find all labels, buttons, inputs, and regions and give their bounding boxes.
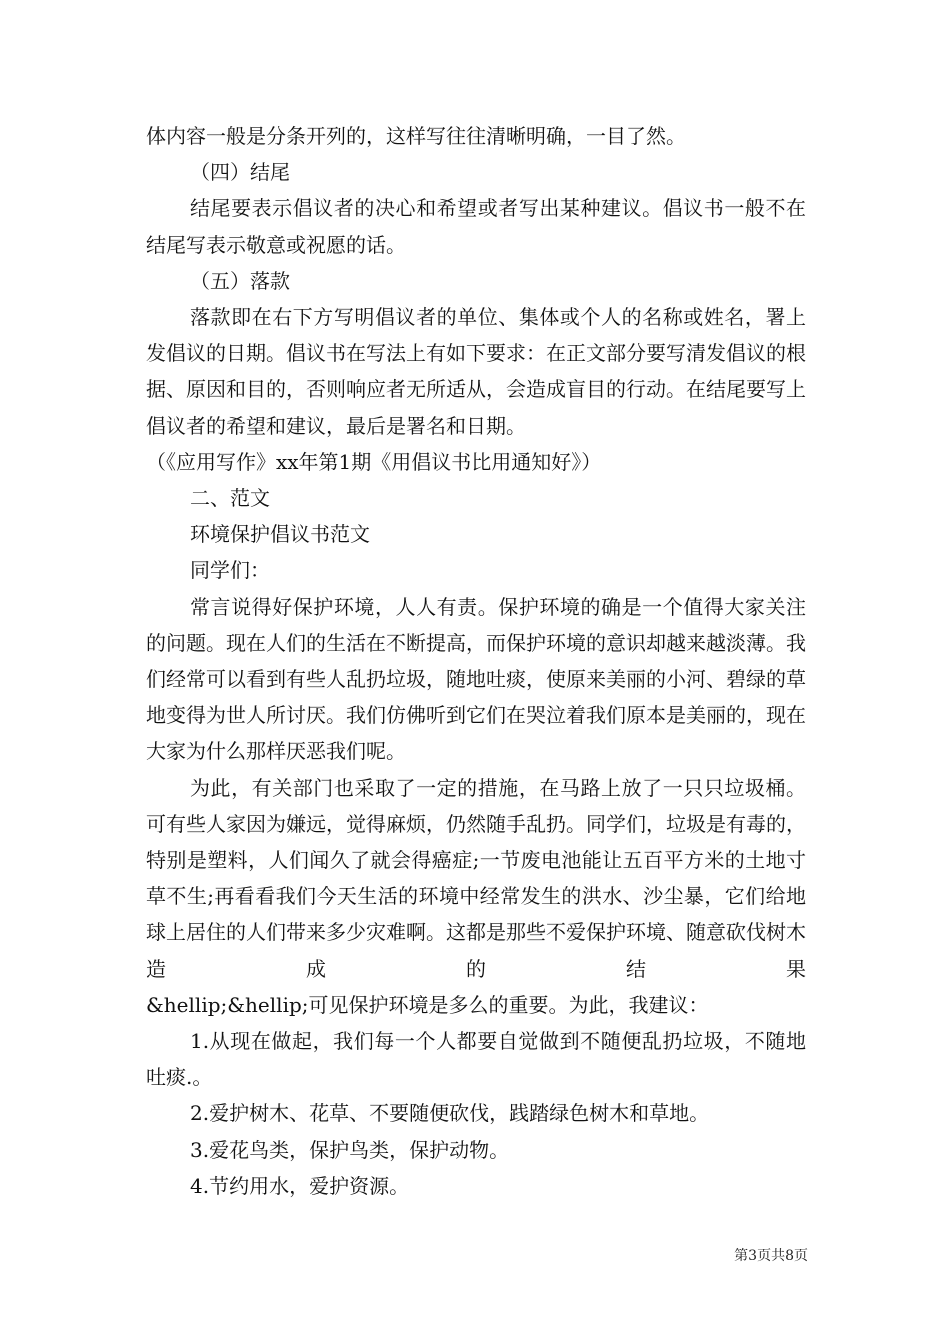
- document-body: [146, 118, 806, 1204]
- paragraph-continuation: 体内容一般是分条开列的，这样写往往清晰明确，一目了然。: [146, 124, 686, 148]
- paragraph-ending: 结尾要表示倡议者的决心和希望或者写出某种建议。倡议书一般不在结尾写表示敬意或祝愿的话。: [146, 196, 806, 257]
- paragraph-body-2-end: &hellip;&hellip;可见保护环境是多么的重要。为此，我建议：: [146, 992, 709, 1017]
- salutation: 同学们：: [190, 558, 270, 583]
- paragraph-body-2: 为此，有关部门也采取了一定的措施，在马路上放了一只只垃圾桶。可有些人家因为嫌远，觉得麻烦，仍然随手乱扔。同学们，垃圾是有毒的，特别是塑料，人们闻久了就会得癌症;一节废电池能让五百平方米的土地寸草不生;再看看我们今天生活的环境中经常发生的洪水、沙尘暴，它们给地球上居住的人们带来多少灾难啊。这都是那些不爱保护环境、随意砍伐树木造成的结果: [146, 775, 806, 981]
- heading-ending: （四）结尾: [190, 160, 290, 185]
- suggestion-4: 4.节约用水，爱护资源。: [190, 1173, 410, 1198]
- heading-signature: （五）落款: [190, 268, 290, 293]
- heading-sample: 二、范文: [190, 486, 270, 511]
- paragraph-signature: 落款即在右下方写明倡议者的单位、集体或个人的名称或姓名，署上发倡议的日期。倡议书在写法上有如下要求：在正文部分要写清发倡议的根据、原因和目的，否则响应者无所适从，会造成盲目的行动。在结尾要写上倡议者的希望和建议，最后是署名和日期。: [146, 305, 806, 438]
- suggestion-1: 1.从现在做起，我们每一个人都要自觉做到不随便乱扔垃圾，不随地吐痰.。: [146, 1029, 806, 1090]
- suggestion-2: 2.爱护树木、花草、不要随便砍伐，践踏绿色树木和草地。: [190, 1101, 710, 1126]
- page-number: 第3页共8页: [734, 1248, 808, 1264]
- citation: （《应用写作》xx年第1期《用倡议书比用通知好》）: [146, 449, 602, 474]
- paragraph-body-1: 常言说得好保护环境，人人有责。保护环境的确是一个值得大家关注的问题。现在人们的生活在不断提高，而保护环境的意识却越来越淡薄。我们经常可以看到有些人乱扔垃圾，随地吐痰，使原来美丽的小河、碧绿的草地变得为世人所讨厌。我们仿佛听到它们在哭泣着我们原本是美丽的，现在大家为什么那样厌恶我们呢。: [146, 594, 806, 764]
- suggestion-3: 3.爱花鸟类，保护鸟类，保护动物。: [190, 1137, 510, 1162]
- sample-title: 环境保护倡议书范文: [190, 522, 370, 547]
